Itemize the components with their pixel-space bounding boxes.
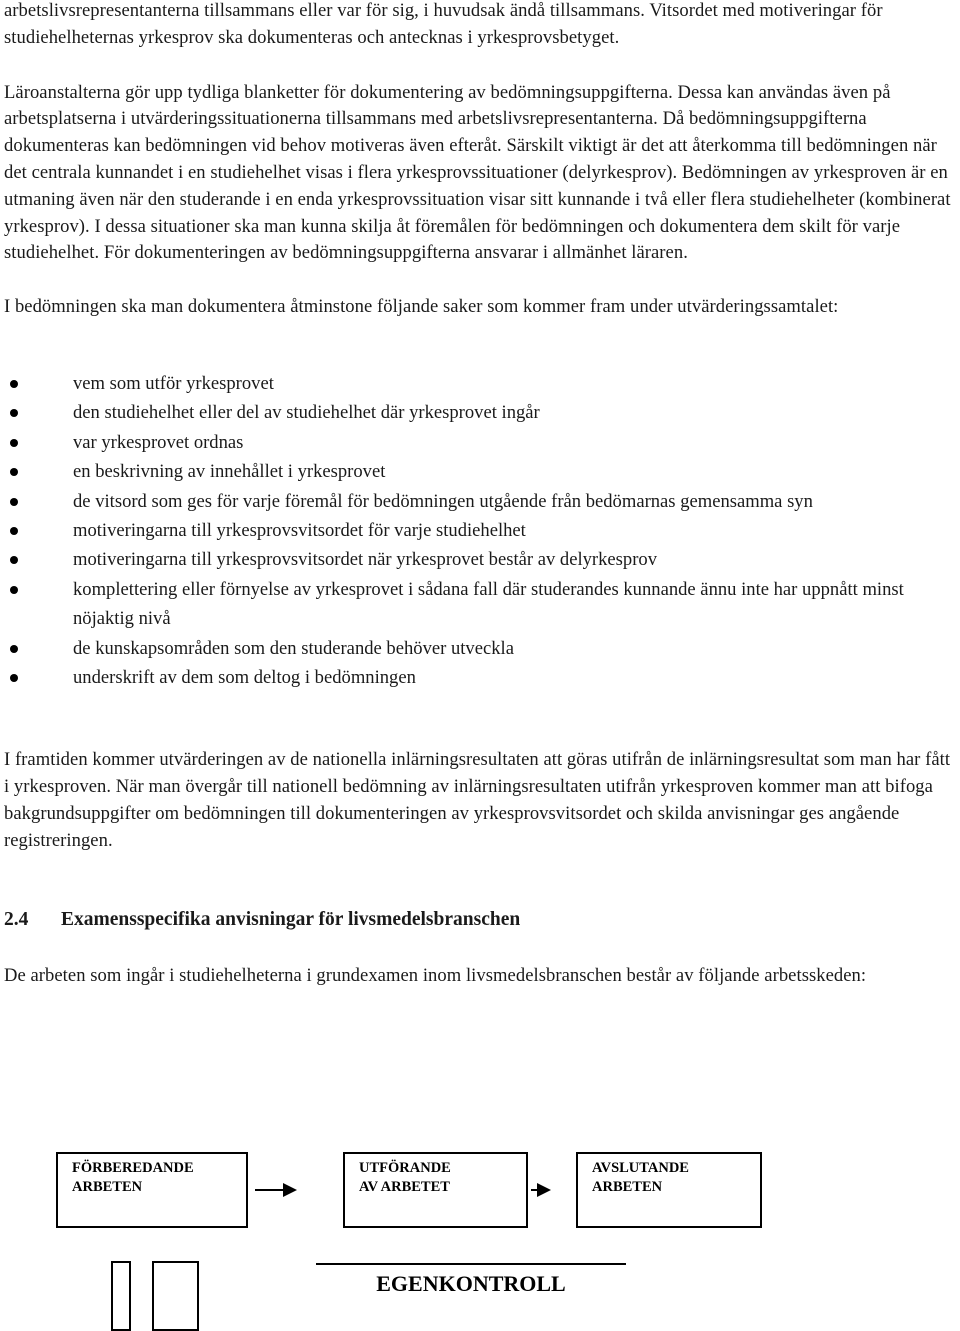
list-item-text: motiveringarna till yrkesprovsvitsordet för varje studiehelhet [73, 520, 526, 541]
list-item-text: en beskrivning av innehållet i yrkesprovet [73, 461, 386, 483]
bullet-icon [10, 586, 18, 594]
list-item-text: motiveringarna till yrkesprovsvitsordet när yrkesprovet består av delyrkesprov [73, 549, 657, 571]
bullet-icon [10, 527, 18, 535]
bullet-icon [10, 498, 18, 506]
list-item [4, 487, 956, 516]
arrow-right-icon [255, 1183, 297, 1197]
paragraph-arbeten: De arbeten som ingår i studiehelheterna i grundexamen inom livsmedelsbranschen består av följande arbetsskeden: [4, 964, 867, 986]
list-item [4, 663, 956, 692]
list-item-text: vem som utför yrkesprovet [73, 372, 274, 394]
list-item [4, 457, 956, 486]
documentation-list [4, 369, 956, 692]
phase-label-line: ARBETEN [72, 1179, 143, 1195]
diagram-box-small [111, 1261, 131, 1331]
list-item [4, 428, 956, 457]
list-item [4, 398, 956, 427]
section-title: Examensspecifika anvisningar för livsmedelsbranschen [61, 908, 521, 930]
bullet-icon [10, 439, 18, 447]
phase-label-line: AV ARBETET [359, 1179, 450, 1195]
list-item [4, 634, 956, 663]
list-item [4, 545, 956, 574]
phase-box-forberedande [56, 1152, 248, 1228]
arrow-right-icon [531, 1183, 551, 1197]
list-item-text: de kunskapsområden som den studerande behöver utveckla [73, 637, 514, 659]
section-heading [4, 907, 956, 933]
bullet-icon [10, 645, 18, 653]
list-item-text: de vitsord som ges för varje föremål för bedömningen utgående från bedömarnas gemensamma syn [73, 490, 813, 512]
bullet-icon [10, 409, 18, 417]
bullet-icon [10, 468, 18, 476]
bullet-icon [10, 674, 18, 682]
list-item [4, 369, 956, 398]
list-item-text: underskrift av dem som deltog i bedömningen [73, 667, 416, 689]
paragraph-dokumentera: I bedömningen ska man dokumentera åtminstone följande saker som kommer fram under utvärderingssamtalet: [4, 296, 839, 318]
bullet-icon [10, 556, 18, 564]
phase-box-avslutande [576, 1152, 762, 1228]
list-item [4, 575, 956, 634]
bullet-icon [10, 380, 18, 388]
phase-label-line: AVSLUTANDE [592, 1160, 689, 1176]
list-item-text: var yrkesprovet ordnas [73, 431, 244, 453]
phase-label-line: UTFÖRANDE [359, 1160, 451, 1176]
list-item-text: komplettering eller förnyelse av yrkesprovet i sådana fall där studerandes kunnande ännu inte har uppnått minst nöjaktig nivå [73, 578, 904, 630]
egenkontroll-label: EGENKONTROLL [316, 1263, 626, 1303]
section-number: 2.4 [4, 908, 29, 930]
phase-box-utforande [343, 1152, 528, 1228]
paragraph-vitsord: arbetslivsrepresentanterna tillsammans eller var för sig, i huvudsak ändå tillsammans. Vitsordet med motiveringar för studiehelheternas yrkesprov ska dokumenteras och antecknas i yrkesprovsbetyget. [4, 0, 883, 48]
list-item [4, 516, 956, 545]
document-page [4, 0, 956, 989]
diagram-box-small [152, 1261, 199, 1331]
phase-label-line: ARBETEN [592, 1179, 663, 1195]
paragraph-framtiden: I framtiden kommer utvärderingen av de nationella inlärningsresultaten att göras utifrån de inlärningsresultat som man har fått i yrkesproven. När man övergår till nationell bedömning av inlärningsresultaten utifrån yrkesproven kommer man att bifoga bakgrundsuppgifter om bedömningen till dokumenteringen av yrkesprovsvitsordet och skilda anvisningar ges angående registreringen. [4, 749, 951, 851]
list-item-text: den studiehelhet eller del av studiehelhet där yrkesprovet ingår [73, 402, 540, 424]
paragraph-blanketter: Läroanstalterna gör upp tydliga blanketter för dokumentering av bedömningsuppgifterna. Dessa kan användas även på arbetsplatserna i utvärderingssituationerna tillsammans med arbetslivsrepresentanterna. Då bedömningsuppgifterna dokumenteras kan bedömningen vid behov motiveras även efteråt. Särskilt viktigt är det att återkomma till bedömningen när det centrala kunnandet i en studiehelhet visas i flera yrkesprovssituationer (delyrkesprov). Bedömningen av yrkesproven är en utmaning även när den studerande i en enda yrkesprovssituation visar sitt kunnande i två eller flera studiehelheter (kombinerat yrkesprov). I dessa situationer ska man kunna skilja åt föremålen för bedömningen och dokumentera dem skilt för varje studiehelhet. För dokumenteringen av bedömningsuppgifterna ansvarar i allmänhet läraren. [4, 81, 951, 264]
phase-label-line: FÖRBEREDANDE [72, 1160, 194, 1176]
